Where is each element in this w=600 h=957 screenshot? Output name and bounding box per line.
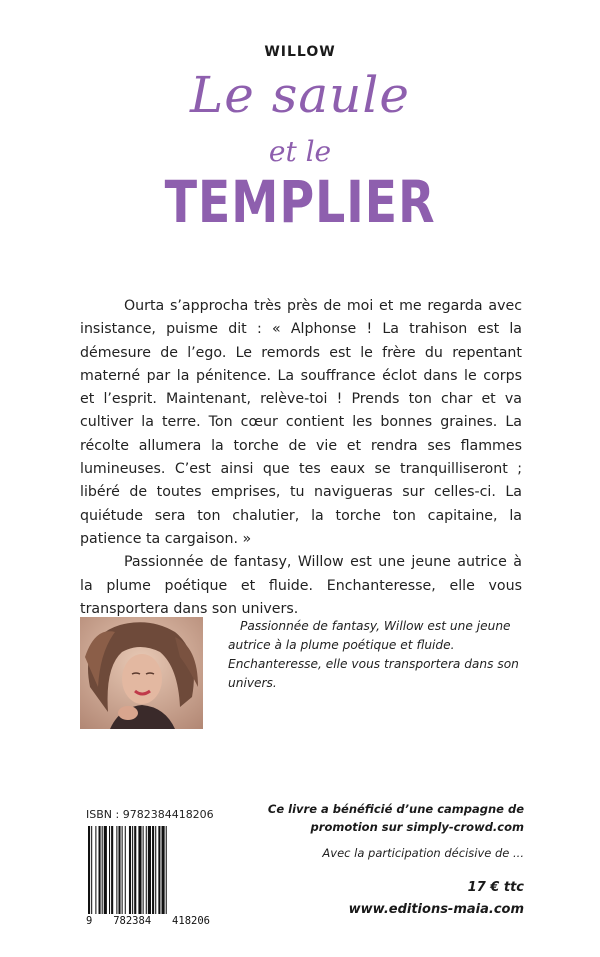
- isbn-label: ISBN : 9782384418206: [86, 808, 214, 821]
- barcode-digits: [86, 915, 210, 927]
- summary-paragraph: Passionnée de fantasy, Willow est une jeune autrice à la plume poétique et fluide. Enchanteresse, elle vous transportera dans son univers.: [80, 554, 522, 617]
- title-line-3: TEMPLIER: [164, 168, 436, 236]
- barcode-digit-group: 9: [86, 915, 93, 927]
- barcode-icon: [86, 826, 210, 916]
- promo-text: Ce livre a bénéficié d’une campagne de promotion sur simply-crowd.com: [267, 802, 524, 834]
- excerpt-paragraph: Ourta s’approcha très près de moi et me regarda avec insistance, puisme dit : « Alphonse ! La trahison est la démesure de l’ego. Le remords est le frère du repentant materné par la pénitence. La souffrance éclot dans le corps et l’esprit. Maintenant, relève-toi ! Prends ton char et va cultiver la terre. Ton cœur contient les bonnes graines. La récolte allumera la torche de vie et rendra ses flammes lumineuses. C’est ainsi que tes eaux se tranquilliseront ; libéré de toutes emprises, tu navigueras sur celles-ci. La quiétude sera ton chalutier, la torche ton capitaine, la patience ta cargaison. »: [80, 298, 522, 547]
- participation-text: Avec la participation décisive de ...: [322, 846, 524, 860]
- publisher-website: www.editions-maia.com: [348, 902, 524, 917]
- back-cover-text: [80, 295, 522, 621]
- author-portrait-image: [80, 617, 203, 729]
- barcode-digit-group: 418206: [172, 915, 210, 927]
- author-bio: Passionnée de fantasy, Willow est une jeune autrice à la plume poétique et fluide. Enchanteresse, elle vous transportera dans son univers.: [228, 619, 519, 690]
- price: 17 € ttc: [467, 880, 524, 895]
- title-line-1: Le saule: [190, 66, 410, 124]
- author-name: WILLOW: [264, 44, 336, 60]
- title-line-2: et le: [268, 135, 332, 168]
- barcode-digit-group: 782384: [113, 915, 152, 927]
- author-photo: [80, 617, 203, 729]
